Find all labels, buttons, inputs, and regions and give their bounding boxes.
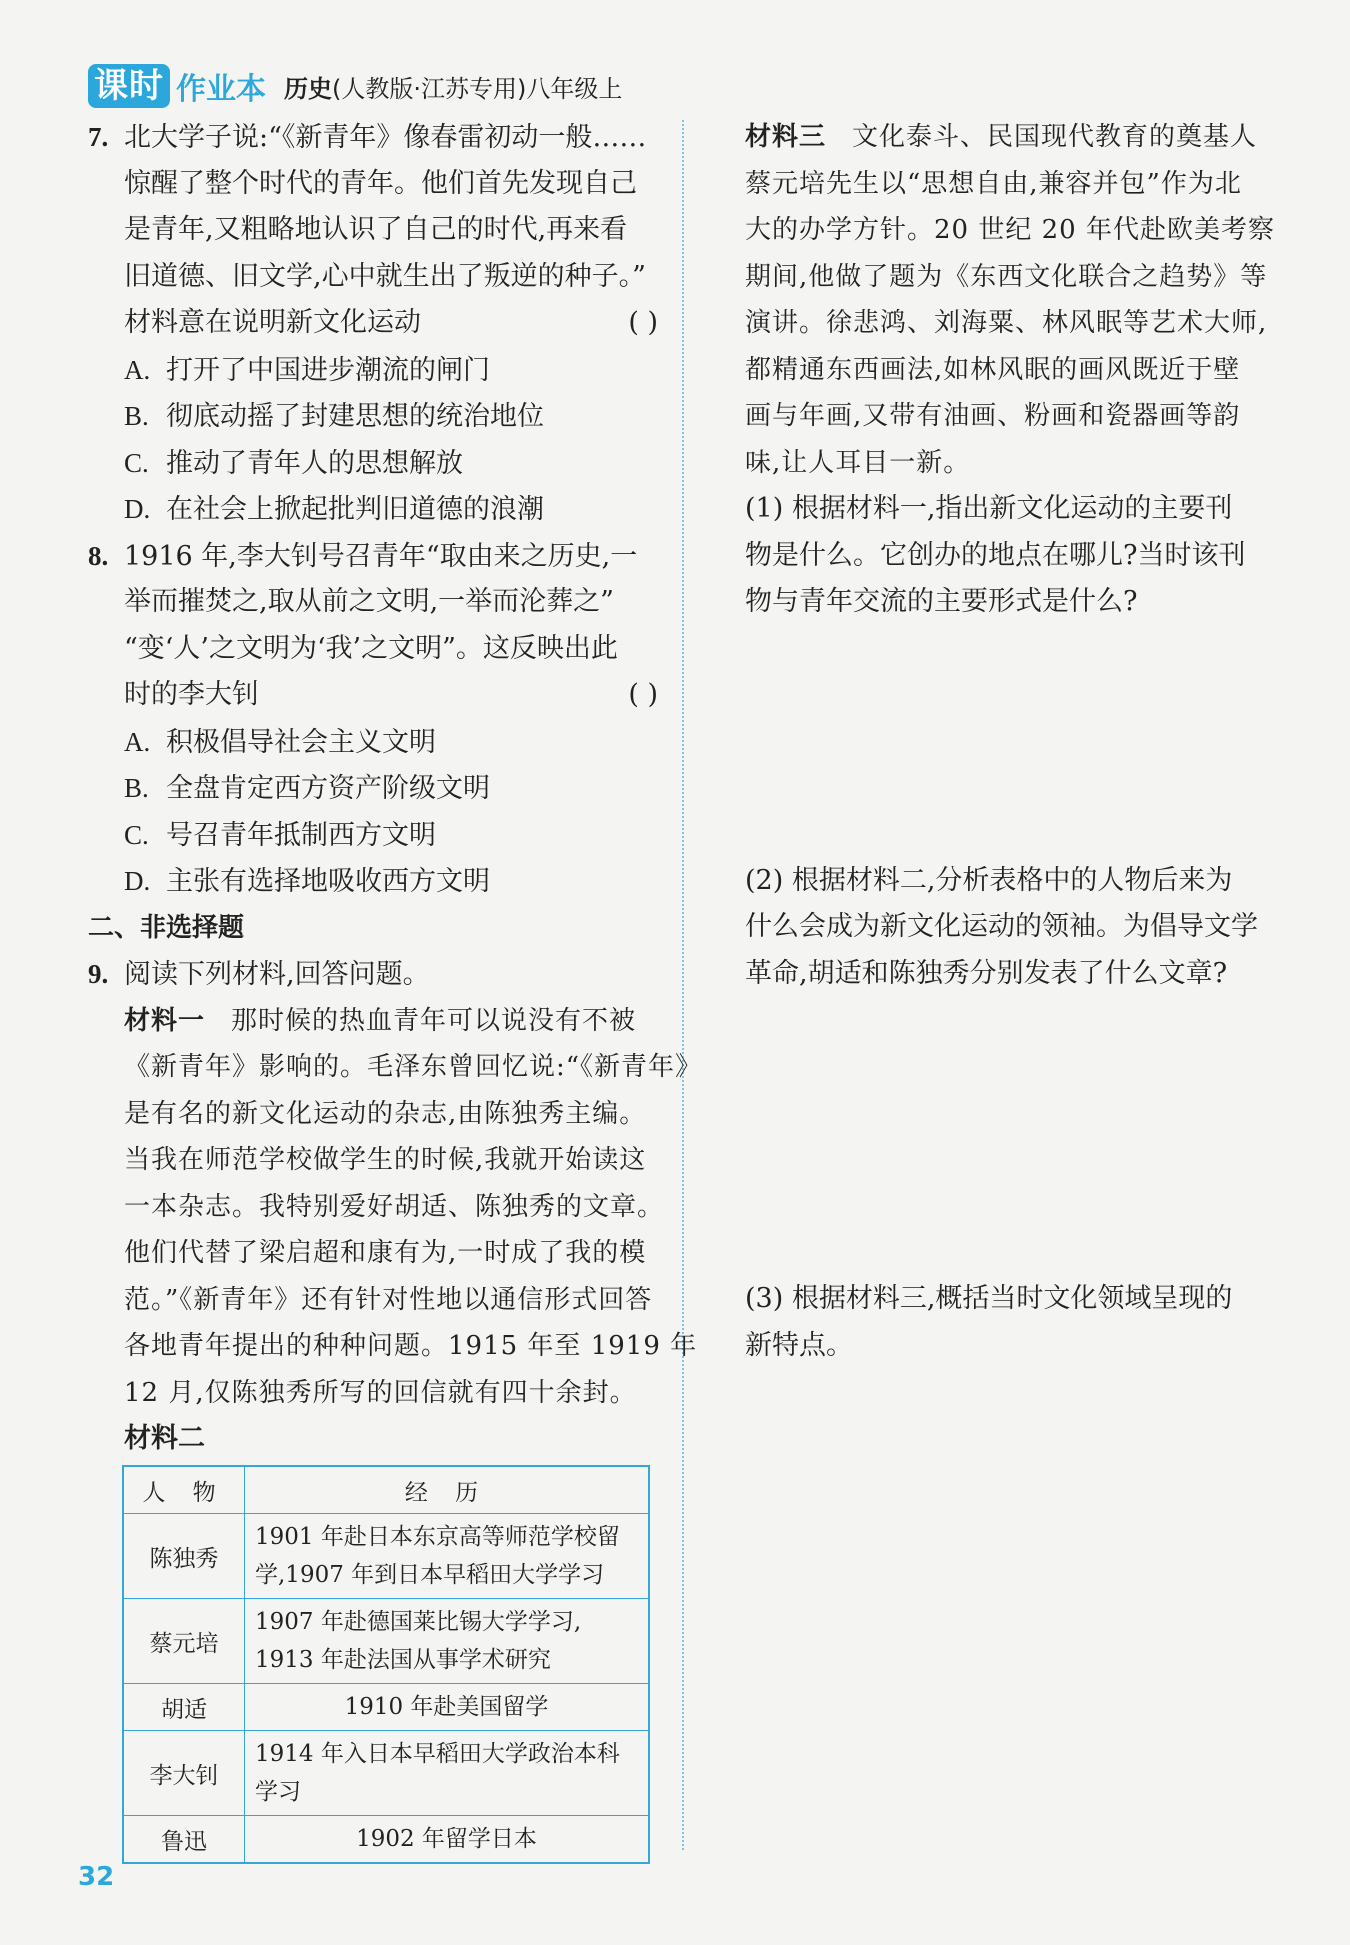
table-row (123, 1599, 649, 1684)
material-text-line: 当我在师范学校做学生的时候,我就开始读这 (124, 1145, 647, 1175)
question-text-line: 是青年,又粗略地认识了自己的时代,再来看 (124, 214, 628, 245)
material-2-table (122, 1465, 650, 1864)
option-letter: C. (124, 819, 149, 850)
person-name: 胡适 (123, 1684, 245, 1731)
option-letter: A. (124, 354, 151, 385)
material-1-label: 材料一 (124, 1005, 206, 1036)
sub-question-line: (3) 根据材料三,概括当时文化领域呈现的 (745, 1283, 1233, 1314)
question-number: 9. (88, 959, 109, 989)
question-8 (88, 533, 658, 905)
question-text-line: 举而摧焚之,取从前之文明,一举而沦葬之” (124, 586, 614, 617)
table-row (123, 1816, 649, 1864)
sub-question-line: 物是什么。它创办的地点在哪儿?当时该刊 (745, 539, 1246, 571)
material-3 (745, 114, 1285, 486)
person-name: 鲁迅 (123, 1816, 245, 1864)
material-text-line: 12 月,仅陈独秀所写的回信就有四十余封。 (124, 1377, 637, 1408)
sub-question-line: (2) 根据材料二,分析表格中的人物后来为 (745, 864, 1233, 896)
person-name: 李大钊 (123, 1731, 245, 1816)
experience-line: 1910 年赴美国留学 (344, 1694, 549, 1720)
experience-cell (245, 1599, 650, 1684)
experience-line: 1914 年入日本早稻田大学政治本科 (255, 1741, 620, 1767)
option-c[interactable] (88, 440, 658, 487)
material-text-line: 都精通东西画法,如林风眠的画风既近于壁 (745, 354, 1241, 385)
option-letter: D. (124, 494, 151, 524)
sub-question-line: (1) 根据材料一,指出新文化运动的主要刊 (745, 493, 1233, 524)
workbook-logo (88, 64, 266, 108)
material-3-label: 材料三 (745, 122, 827, 152)
option-b[interactable] (88, 765, 658, 812)
sub-question-line: 新特点。 (745, 1329, 853, 1361)
answer-blank[interactable]: ( ) (628, 307, 658, 338)
experience-line: 1907 年赴德国莱比锡大学学习, (255, 1609, 582, 1635)
option-a[interactable] (88, 719, 658, 766)
experience-line: 学,1907 年到日本早稻田大学学习 (255, 1562, 605, 1588)
section-heading: 二、非选择题 (88, 912, 245, 943)
material-text-line: 一本杂志。我特别爱好胡适、陈独秀的文章。 (124, 1191, 665, 1222)
experience-line: 1901 年赴日本东京高等师范学校留 (255, 1524, 620, 1550)
person-name: 蔡元培 (123, 1599, 245, 1684)
experience-line: 1913 年赴法国从事学术研究 (255, 1647, 551, 1673)
material-text-line: 各地青年提出的种种问题。1915 年至 1919 年 (124, 1331, 698, 1361)
question-intro: 阅读下列材料,回答问题。 (124, 959, 430, 990)
answer-blank[interactable]: ( ) (628, 679, 658, 710)
material-text-line: 味,让人耳目一新。 (745, 447, 971, 478)
column-divider (682, 120, 684, 1850)
material-text-line: 他们代替了梁启超和康有为,一时成了我的模 (124, 1238, 647, 1268)
question-text-line: “变‘人’之文明为‘我’之文明”。这反映出此 (124, 632, 618, 664)
experience-cell (245, 1514, 650, 1599)
option-letter: A. (124, 726, 151, 757)
question-number: 7. (88, 122, 109, 152)
experience-line: 学习 (255, 1779, 301, 1805)
material-text-line: 《新青年》影响的。毛泽东曾回忆说:“《新青年》 (124, 1052, 703, 1082)
sub-question-line: 物与青年交流的主要形式是什么? (745, 586, 1138, 617)
question-text-line: 旧道德、旧文学,心中就生出了叛逆的种子。” (124, 260, 646, 292)
experience-cell (245, 1684, 650, 1731)
experience-cell (245, 1731, 650, 1816)
column-header: 经 历 (245, 1466, 650, 1514)
table-row (123, 1731, 649, 1816)
option-letter: B. (124, 401, 149, 431)
material-text-line: 文化泰斗、民国现代教育的奠基人 (852, 122, 1258, 152)
answer-space[interactable] (745, 997, 1285, 1276)
option-text: 打开了中国进步潮流的闸门 (166, 354, 490, 386)
question-number: 8. (88, 540, 109, 571)
option-d[interactable] (88, 858, 658, 905)
sub-question-2 (745, 858, 1285, 998)
person-name: 陈独秀 (123, 1514, 245, 1599)
option-b[interactable] (88, 393, 658, 440)
option-text: 积极倡导社会主义文明 (166, 726, 436, 758)
table-row (123, 1684, 649, 1731)
experience-line: 1902 年留学日本 (356, 1826, 537, 1852)
material-text-line: 期间,他做了题为《东西文化联合之趋势》等 (745, 261, 1268, 292)
header-subject (284, 69, 622, 104)
option-c[interactable] (88, 812, 658, 859)
question-7 (88, 114, 658, 533)
option-text: 在社会上掀起批判旧道德的浪潮 (166, 494, 544, 525)
option-text: 号召青年抵制西方文明 (166, 819, 436, 851)
material-text-line: 大的办学方针。20 世纪 20 年代赴欧美考察 (745, 215, 1275, 245)
left-column (88, 114, 703, 1463)
table-header-row (123, 1466, 649, 1514)
material-text-line: 是有名的新文化运动的杂志,由陈独秀主编。 (124, 1098, 647, 1129)
question-text-line: 材料意在说明新文化运动 (124, 307, 421, 338)
option-text: 推动了青年人的思想解放 (166, 447, 463, 479)
edition-text: (人教版·江苏专用)八年级上 (332, 74, 623, 103)
question-text-line: 1916 年,李大钊号召青年“取由来之历史,一 (124, 540, 638, 572)
material-text-line: 蔡元培先生以“思想自由,兼容并包”作为北 (745, 168, 1242, 199)
answer-space[interactable] (745, 626, 1285, 858)
subject-name: 历史 (284, 74, 332, 103)
option-letter: C. (124, 447, 149, 478)
sub-question-line: 什么会成为新文化运动的领袖。为倡导文学 (745, 911, 1258, 942)
table-row (123, 1514, 649, 1599)
answer-space[interactable] (745, 1369, 1285, 1869)
question-9 (88, 951, 703, 1463)
right-column (745, 114, 1285, 1869)
material-text-line: 范。”《新青年》还有针对性地以通信形式回答 (124, 1284, 653, 1315)
material-text-line: 画与年画,又带有油画、粉画和瓷器画等韵 (745, 401, 1241, 431)
column-header: 人 物 (123, 1466, 245, 1514)
material-2-label: 材料二 (124, 1423, 205, 1454)
logo-box: 课时 (88, 64, 170, 108)
sub-question-3 (745, 1276, 1285, 1369)
page-header (88, 62, 622, 110)
material-text-line: 那时候的热血青年可以说没有不被 (231, 1005, 637, 1036)
option-letter: B. (124, 773, 149, 803)
logo-text: 作业本 (176, 72, 266, 107)
question-text-line: 时的李大钊 (124, 679, 259, 710)
experience-cell (245, 1816, 650, 1864)
option-text: 彻底动摇了封建思想的统治地位 (166, 401, 544, 432)
option-d[interactable] (88, 486, 658, 533)
sub-question-line: 革命,胡适和陈独秀分别发表了什么文章? (745, 957, 1228, 989)
option-letter: D. (124, 866, 151, 896)
question-text-line: 北大学子说:“《新青年》像春雷初动一般…… (124, 122, 647, 153)
option-text: 全盘肯定西方资产阶级文明 (166, 773, 490, 804)
page-number: 32 (78, 1862, 115, 1892)
sub-question-1 (745, 486, 1285, 626)
option-a[interactable] (88, 347, 658, 394)
material-text-line: 演讲。徐悲鸿、刘海粟、林风眠等艺术大师, (745, 308, 1268, 338)
option-text: 主张有选择地吸收西方文明 (166, 866, 490, 897)
question-text-line: 惊醒了整个时代的青年。他们首先发现自己 (124, 167, 637, 199)
